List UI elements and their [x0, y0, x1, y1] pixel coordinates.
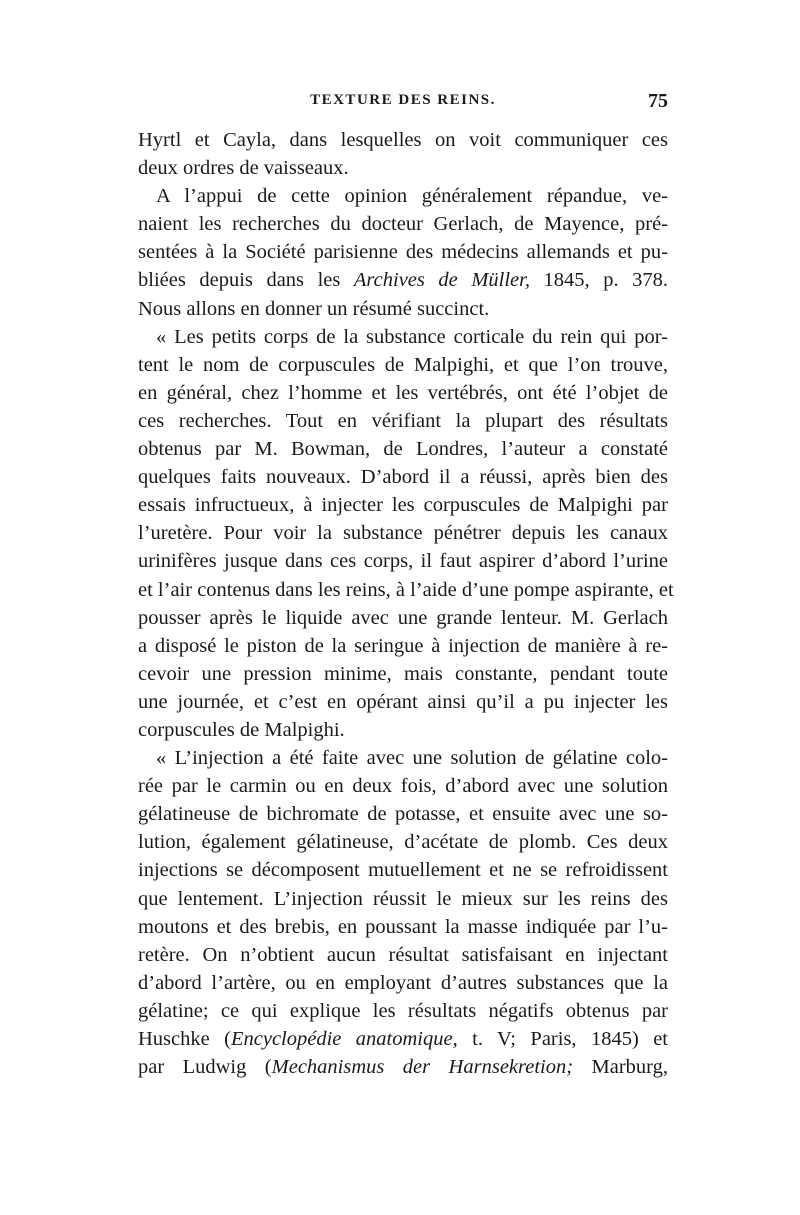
text-line: obtenus par M. Bowman, de Londres, l’auteur a constaté	[138, 438, 668, 461]
text-line: urinifères jusque dans ces corps, il faut aspirer d’abord l’urine	[138, 550, 668, 573]
text-line: d’abord l’artère, ou en employant d’autres substances que la	[138, 971, 668, 994]
text-line: rée par le carmin ou en deux fois, d’abord avec une solution	[138, 775, 668, 798]
text-fragment: Marburg,	[591, 1056, 668, 1079]
text-fragment: par Ludwig (	[138, 1056, 272, 1079]
text-line	[138, 1025, 668, 1053]
text-line: « Les petits corps de la substance corticale du rein qui por-	[156, 325, 668, 348]
text-line: l’uretère. Pour voir la substance pénétrer depuis les canaux	[138, 522, 668, 545]
text-line: que lentement. L’injection réussit le mieux sur les reins des	[138, 887, 668, 910]
text-line: une journée, et c’est en opérant ainsi qu’il a pu injecter les	[138, 690, 668, 713]
text-line: deux ordres de vaisseaux.	[138, 157, 349, 180]
text-line: retère. On n’obtient aucun résultat satisfaisant en injectant	[138, 943, 668, 966]
page-number: 75	[648, 90, 668, 112]
text-line: gélatineuse de bichromate de potasse, et ensuite avec une so-	[138, 803, 668, 826]
text-fragment: 1845, p. 378.	[543, 269, 669, 292]
text-line: injections se décomposent mutuellement et ne se refroidissent	[138, 859, 668, 882]
text-line: lution, également gélatineuse, d’acétate de plomb. Ces deux	[138, 831, 668, 854]
book-page	[138, 90, 674, 1081]
text-line: tent le nom de corpuscules de Malpighi, et que l’on trouve,	[138, 353, 668, 376]
text-line	[138, 266, 668, 294]
book-title: Encyclopédie anatomique,	[230, 1028, 458, 1050]
text-line: et l’air contenus dans les reins, à l’aide d’une pompe aspirante, et	[138, 578, 674, 601]
text-line: Nous allons en donner un résumé succinct.	[138, 297, 490, 320]
text-line: gélatine; ce qui explique les résultats négatifs obtenus par	[138, 999, 668, 1022]
text-line: ces recherches. Tout en vérifiant la plupart des résultats	[138, 409, 668, 432]
body-text	[138, 126, 674, 1081]
text-line: essais infructueux, à injecter les corpuscules de Malpighi par	[138, 494, 668, 517]
text-line: a disposé le piston de la seringue à injection de manière à re-	[138, 634, 668, 657]
text-line: corpuscules de Malpighi.	[138, 718, 345, 741]
running-title: TEXTURE DES REINS.	[310, 92, 496, 108]
text-fragment: bliées depuis dans les	[138, 269, 341, 292]
text-line: Hyrtl et Cayla, dans lesquelles on voit communiquer ces	[138, 129, 668, 151]
text-line	[138, 1053, 668, 1081]
text-line: cevoir une pression minime, mais constante, pendant toute	[138, 662, 668, 685]
journal-title: Archives de Müller,	[353, 269, 530, 292]
text-line: en général, chez l’homme et les vertébrés, ont été l’objet de	[138, 381, 668, 404]
text-line: quelques faits nouveaux. D’abord il a réussi, après bien des	[138, 466, 668, 489]
text-fragment: Huschke (	[138, 1028, 231, 1050]
text-fragment: t. V; Paris, 1845) et	[472, 1028, 669, 1050]
text-line: sentées à la Société parisienne des médecins allemands et pu-	[138, 241, 668, 264]
text-line: pousser après le liquide avec une grande lenteur. M. Gerlach	[138, 606, 668, 629]
text-line: A l’appui de cette opinion généralement répandue, ve-	[156, 185, 668, 208]
running-header	[138, 92, 668, 126]
text-line: « L’injection a été faite avec une solution de gélatine colo-	[156, 747, 668, 770]
text-line: naient les recherches du docteur Gerlach, de Mayence, pré-	[138, 213, 668, 236]
book-title: Mechanismus der Harnsekretion;	[271, 1056, 574, 1079]
text-line: moutons et des brebis, en poussant la masse indiquée par l’u-	[138, 915, 668, 938]
